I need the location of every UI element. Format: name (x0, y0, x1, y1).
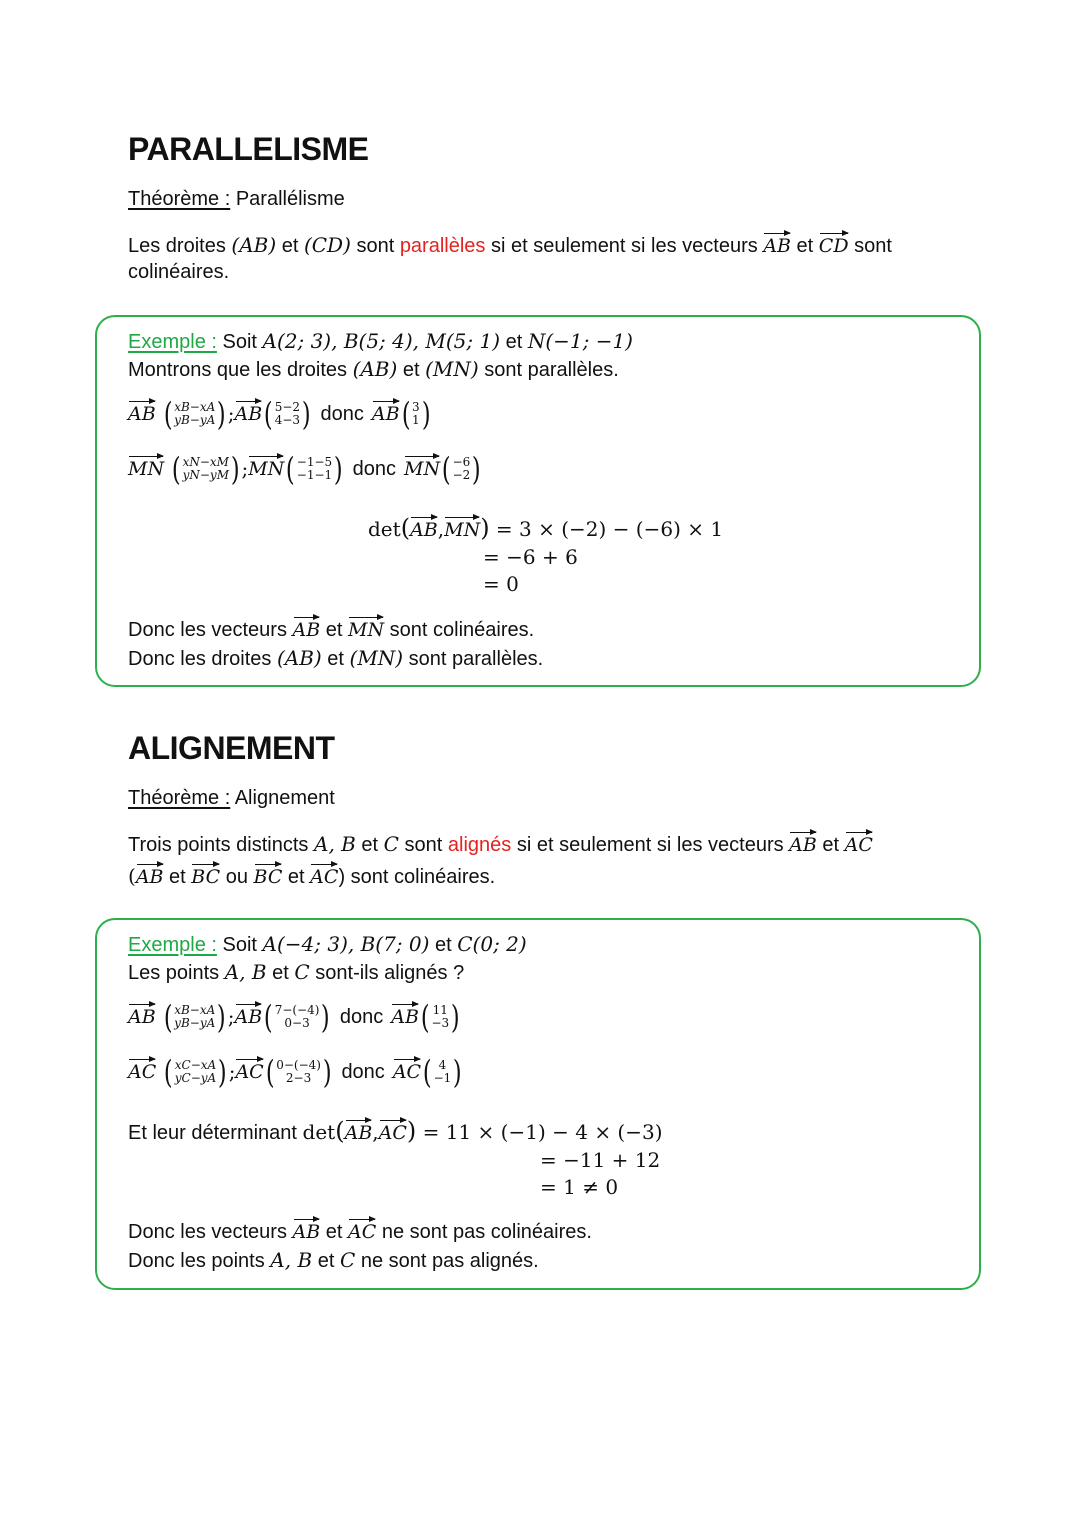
text: ne sont pas colinéaires. (376, 1221, 592, 1243)
vector-ab: AB (234, 1005, 263, 1028)
vector-ab: AB (763, 235, 791, 257)
vector-row-ab: AB ( xB−xA yB−yA ) ; AB ( 5−2 4−3 ) donc AB ( 3 1 ) (128, 395, 431, 433)
bottom: 4−3 (274, 413, 301, 427)
text: Donc les vecteurs (128, 619, 293, 641)
top: 4 (438, 1058, 447, 1073)
math-points: A(2; 3), B(5; 4), M(5; 1) (262, 329, 501, 353)
vector-mn: MN (128, 457, 165, 480)
section-title-alignement: ALIGNEMENT (128, 730, 335, 766)
top: 0−(−4) (276, 1058, 321, 1073)
text: et (282, 866, 311, 888)
text: Soit (216, 331, 263, 353)
text: et (312, 1250, 340, 1272)
vector-mn: MN (248, 457, 285, 480)
math-c: C (339, 1248, 356, 1272)
theorem-name: Parallélisme (230, 188, 345, 210)
math-ab: (AB) (352, 357, 398, 381)
vector-ac: AC (348, 1221, 377, 1243)
determinant-line2: = −11 + 12 (540, 1148, 661, 1172)
theorem-heading-alignement (128, 786, 335, 810)
text: sont (350, 235, 400, 257)
vector-ab: AB (234, 402, 263, 425)
conclusion-line1 (128, 618, 534, 642)
text: et (321, 648, 350, 670)
vector-mn: MN (444, 519, 481, 541)
top: xB−xA (174, 400, 216, 415)
determinant-line1: Et leur déterminant det(AB,AC) = 11 × (−1) − 4 × (−3) (128, 1117, 663, 1145)
vector-row-mn: MN ( xN−xM yN−yM ) ; MN ( −1−5 −1−1 ) donc MN ( −6 −2 ) (128, 450, 481, 488)
top: xB−xA (174, 1003, 216, 1018)
vector-ab: AB (128, 402, 156, 425)
top: 7−(−4) (274, 1003, 320, 1018)
vector-mn: MN (348, 619, 385, 641)
vector-ab: AB (344, 1122, 373, 1144)
column-vector-result: ( 3 1 ) (401, 395, 431, 433)
vector-bc: BC (253, 866, 283, 888)
vector-ab: AB (410, 519, 438, 541)
math-cd: (CD) (303, 233, 351, 257)
vector-ac: AC (310, 866, 339, 888)
column-vector-numeric: ( 0−(−4) 2−3 ) (265, 1053, 332, 1091)
determinant-line2: = −6 + 6 (483, 545, 578, 569)
vector-cd: CD (818, 235, 849, 257)
vector-ab: AB (292, 619, 321, 641)
vector-ab: AB (292, 1221, 321, 1243)
top: −1−5 (296, 455, 333, 470)
bottom: yB−yA (174, 413, 216, 427)
top: xC−xA (174, 1058, 217, 1073)
text: Trois points distincts (128, 834, 314, 856)
det-expr: = 3 × (−2) − (−6) × 1 (489, 517, 724, 541)
column-vector-formula: ( xN−xM yN−yM ) (171, 450, 240, 488)
math-ab: (AB) (231, 233, 277, 257)
text: et (320, 1221, 348, 1243)
vector-row-ac: AC ( xC−xA yC−yA ) ; AC ( 0−(−4) 2−3 ) donc AC ( 4 −1 ) (128, 1053, 462, 1091)
example-label: Exemple : (128, 331, 217, 353)
column-vector-numeric: ( −1−5 −1−1 ) (286, 450, 343, 488)
bottom: −1 (433, 1071, 452, 1085)
text: et (320, 619, 348, 641)
top: xN−xM (182, 455, 229, 470)
det-expr: = 11 × (−1) − 4 × (−3) (416, 1120, 663, 1144)
determinant-line1: det(AB,MN) = 3 × (−2) − (−6) × 1 (368, 514, 724, 542)
text: ne sont pas alignés. (355, 1250, 539, 1272)
theorem-statement-line2: (AB et BC ou BC et AC) sont colinéaires. (128, 864, 496, 888)
bottom: yC−yA (174, 1071, 217, 1085)
text: Les droites (128, 235, 232, 257)
top: 3 (412, 400, 420, 415)
vector-ac: AC (378, 1122, 407, 1144)
math-c: C (294, 960, 310, 984)
text: sont colinéaires. (384, 619, 535, 641)
text: Donc les points (128, 1250, 271, 1272)
conclusion-line2 (128, 646, 543, 671)
det: det (368, 517, 401, 541)
text: Et leur déterminant (128, 1122, 303, 1144)
vector-ab: AB (391, 1005, 419, 1028)
math-points: A, B (314, 832, 356, 856)
math-points: A(−4; 3), B(7; 0) (262, 932, 430, 956)
donc-text: donc (339, 1006, 384, 1028)
example-line2 (128, 357, 619, 382)
vector-row-ab: AB ( xB−xA yB−yA ) ; AB ( 7−(−4) 0−3 ) donc AB ( 11 −3 ) (128, 998, 460, 1036)
text: ) sont colinéaires. (338, 866, 496, 888)
column-vector-numeric: ( 7−(−4) 0−3 ) (264, 998, 331, 1036)
section-title-parallelisme: PARALLELISME (128, 131, 369, 167)
math-mn: (MN) (349, 646, 404, 670)
conclusion-line1 (128, 1220, 592, 1244)
column-vector-result: ( −6 −2 ) (442, 450, 481, 488)
donc-text: donc (341, 1061, 385, 1083)
text: ou (220, 866, 254, 888)
column-vector-formula: ( xC−xA yC−yA ) (164, 1053, 227, 1091)
keyword-alignes: alignés (447, 834, 512, 856)
top: −6 (452, 455, 471, 470)
top: 5−2 (274, 400, 301, 415)
bottom: yN−yM (182, 468, 229, 482)
theorem-heading-parallelisme (128, 187, 345, 211)
text: et (163, 866, 192, 888)
bottom: yB−yA (174, 1016, 216, 1030)
bottom: 0−3 (284, 1016, 310, 1030)
text: sont (848, 235, 892, 257)
column-vector-numeric: ( 5−2 4−3 ) (264, 395, 311, 433)
text: Montrons que les droites (128, 359, 353, 381)
vector-ac: AC (844, 834, 873, 856)
det: det (302, 1120, 336, 1144)
text: Donc les droites (128, 648, 277, 670)
keyword-paralleles: parallèles (399, 235, 486, 257)
text: Donc les vecteurs (128, 1221, 293, 1243)
math-points: A, B (270, 1248, 313, 1272)
vector-ac: AC (392, 1060, 422, 1083)
theorem-label: Théorème : (128, 188, 231, 210)
conclusion-line2 (128, 1248, 539, 1273)
text: sont parallèles. (478, 359, 619, 381)
column-vector-formula: ( xB−xA yB−yA ) (163, 998, 226, 1036)
vector-ab: AB (789, 834, 817, 856)
text: et (429, 934, 458, 956)
math-ab: (AB) (276, 646, 322, 670)
vector-bc: BC (191, 866, 221, 888)
vector-ac: AC (128, 1060, 157, 1083)
theorem-statement-line1 (128, 832, 873, 857)
example-line2 (128, 960, 464, 985)
bottom: 2−3 (285, 1071, 312, 1085)
bottom: −3 (431, 1016, 450, 1030)
math-mn: (MN) (425, 357, 479, 381)
bottom: 1 (412, 413, 420, 427)
math-points: A, B (224, 960, 267, 984)
column-vector-result: ( 11 −3 ) (420, 998, 460, 1036)
text: Soit (216, 934, 263, 956)
example-label: Exemple : (128, 934, 217, 956)
column-vector-result: ( 4 −1 ) (422, 1053, 462, 1091)
text: et (816, 834, 845, 856)
vector-ac: AC (235, 1060, 264, 1083)
example-line1 (128, 329, 633, 354)
vector-ab: AB (135, 866, 164, 888)
text: sont (398, 834, 448, 856)
text: et (791, 235, 819, 257)
text: et (266, 962, 295, 984)
top: 11 (432, 1003, 448, 1018)
text: et (355, 834, 384, 856)
text: Les points (128, 962, 225, 984)
text: et (397, 359, 426, 381)
donc-text: donc (320, 403, 364, 425)
determinant-line3: = 0 (483, 572, 519, 596)
determinant-line3: = 1 ≠ 0 (540, 1175, 619, 1199)
vector-ab: AB (128, 1005, 156, 1028)
bottom: −1−1 (296, 468, 333, 482)
text: et (500, 331, 528, 353)
text: sont parallèles. (403, 648, 544, 670)
theorem-label: Théorème : (128, 787, 231, 809)
text: si et seulement si les vecteurs (485, 235, 764, 257)
math-point-c: C(0; 2) (457, 932, 527, 956)
donc-text: donc (352, 458, 397, 480)
theorem-name: Alignement (230, 787, 335, 809)
text: si et seulement si les vecteurs (511, 834, 790, 856)
theorem-statement-line2: colinéaires. (128, 261, 230, 283)
vector-ab: AB (371, 402, 400, 425)
bottom: −2 (452, 468, 471, 482)
theorem-statement-line1 (128, 233, 892, 258)
column-vector-formula: ( xB−xA yB−yA ) (163, 395, 226, 433)
vector-mn: MN (404, 457, 441, 480)
math-c: C (383, 832, 399, 856)
text: sont-ils alignés ? (309, 962, 465, 984)
example-line1 (128, 932, 527, 957)
text: et (276, 235, 304, 257)
math-point-n: N(−1; −1) (527, 329, 633, 353)
